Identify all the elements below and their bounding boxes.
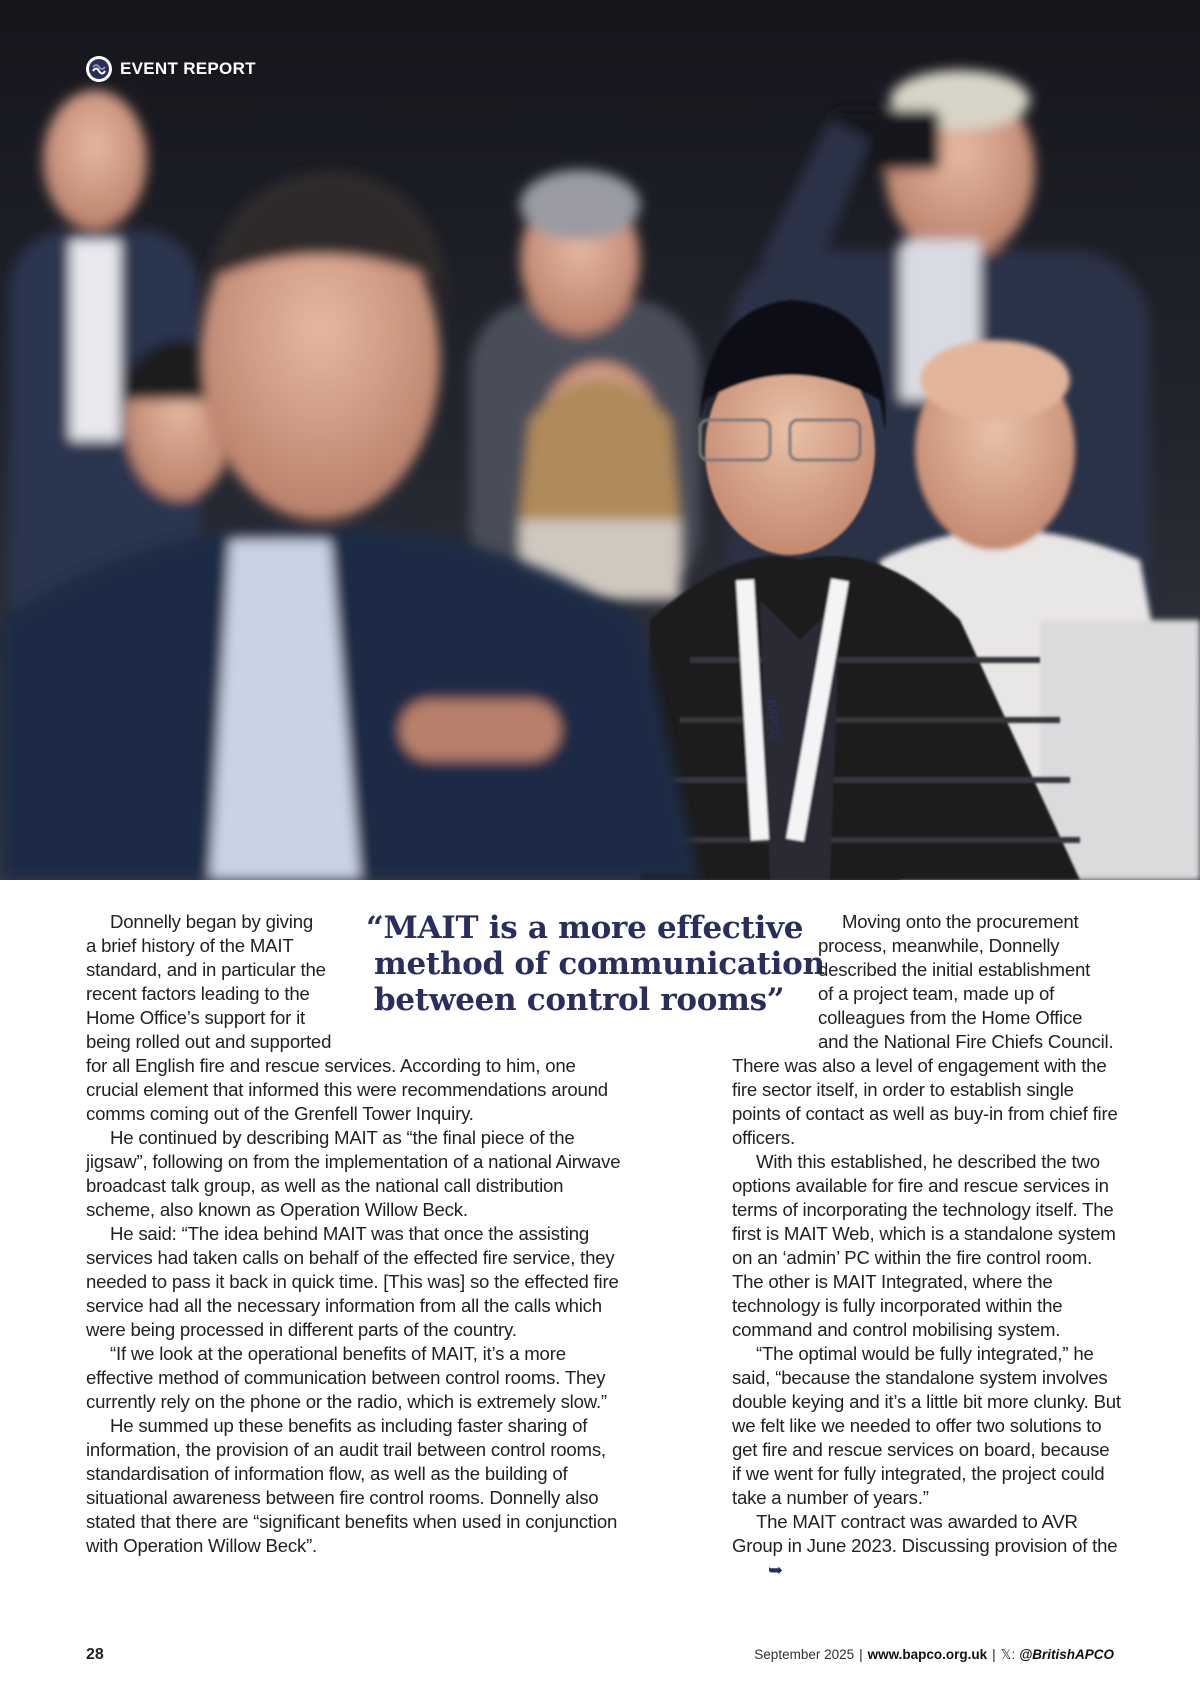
text-line: and the National Fire Chiefs Council. [818,1031,1114,1052]
paragraph-text: The MAIT contract was awarded to AVR Group in June 2023. Discussing provision of the [732,1511,1118,1556]
social-handle[interactable]: @BritishAPCO [1019,1647,1114,1662]
page-footer [86,1646,1114,1664]
article-column-left [86,910,626,1558]
paragraph: He summed up these benefits as including faster sharing of information, the provision of an audit trail between control rooms, standardisation of information flow, as well as the building of situational awareness between fire control rooms. Donnelly also stated that there are “significant benefits when used in conjunction with Operation Willow Beck”. [86,1415,618,1556]
article-column-right [732,910,1122,1582]
text-line: Donnelly began by giving [110,911,313,932]
text-line: described the initial establishment [818,959,1091,980]
text-line: process, meanwhile, Donnelly [818,935,1060,956]
text-line: of a project team, made up of [818,983,1055,1004]
section-label: EVENT REPORT [120,59,256,78]
paragraph: “If we look at the operational benefits of MAIT, it’s a more effective method of communication between control rooms. They currently rely on the phone or the radio, which is extremely slow.” [86,1343,607,1412]
paragraph [732,1510,1122,1582]
footer-info [754,1647,1114,1663]
pull-quote-line: between control rooms” [374,982,785,1018]
text-line: Moving onto the procurement [842,911,1079,932]
lanyard-text: BAPCO [765,699,781,740]
pull-quote-line: “MAIT is a more effective [366,910,804,946]
paragraph: He said: “The idea behind MAIT was that once the assisting services had taken calls on behalf of the effected fire service, they needed to pass it back in quick time. [This was] so the effected fire service had all the necessary information from all the calls which were being processed in different parts of the country. [86,1223,619,1340]
page-number: 28 [86,1646,104,1663]
section-tag [86,56,256,82]
paragraph: “The optimal would be fully integrated,” he said, “because the standalone system involves double keying and it’s a little bit more clunky. But we felt like we needed to offer two solutions to get fire and rescue services on board, because if we went for fully integrated, the project could take a number of years.” [732,1343,1121,1508]
intro-block [86,910,336,1054]
website-link[interactable]: www.bapco.org.uk [867,1647,988,1662]
separator: | [859,1647,863,1662]
text-line: standard, and in particular the [86,959,326,980]
arrow-right-icon: ➥ [768,1560,783,1580]
pull-quote-line: method of communication [374,946,825,982]
intro-block [818,910,1122,1054]
paragraph: With this established, he described the two options available for fire and rescue services in terms of incorporating the technology itself. The first is MAIT Web, which is a standalone system on an ‘admin’ PC within the fire control room. The other is MAIT Integrated, where the technology is fully incorporated within the command and control mobilising system. [732,1151,1116,1340]
text-line: being rolled out and supported [86,1031,332,1052]
text-line: Home Office’s support for it [86,1007,305,1028]
text-line: a brief history of the MAIT [86,935,294,956]
paragraph: There was also a level of engagement with the fire sector itself, in order to establish single points of contact as well as buy-in from chief fire officers. [732,1055,1118,1148]
paragraph: He continued by describing MAIT as “the final piece of the jigsaw”, following on from the implementation of a national Airwave broadcast talk group, as well as the national call distribution scheme, also known as Operation Willow Beck. [86,1127,621,1220]
text-line: colleagues from the Home Office [818,1007,1083,1028]
bapco-logo-icon [86,56,112,82]
separator: | [992,1647,996,1662]
issue-date: September 2025 [754,1647,855,1662]
text-line: recent factors leading to the [86,983,310,1004]
paragraph: for all English fire and rescue services. According to him, one crucial element that informed this were recommendations around comms coming out of the Grenfell Tower Inquiry. [86,1055,608,1124]
x-logo-icon: 𝕏: [1000,1647,1016,1662]
